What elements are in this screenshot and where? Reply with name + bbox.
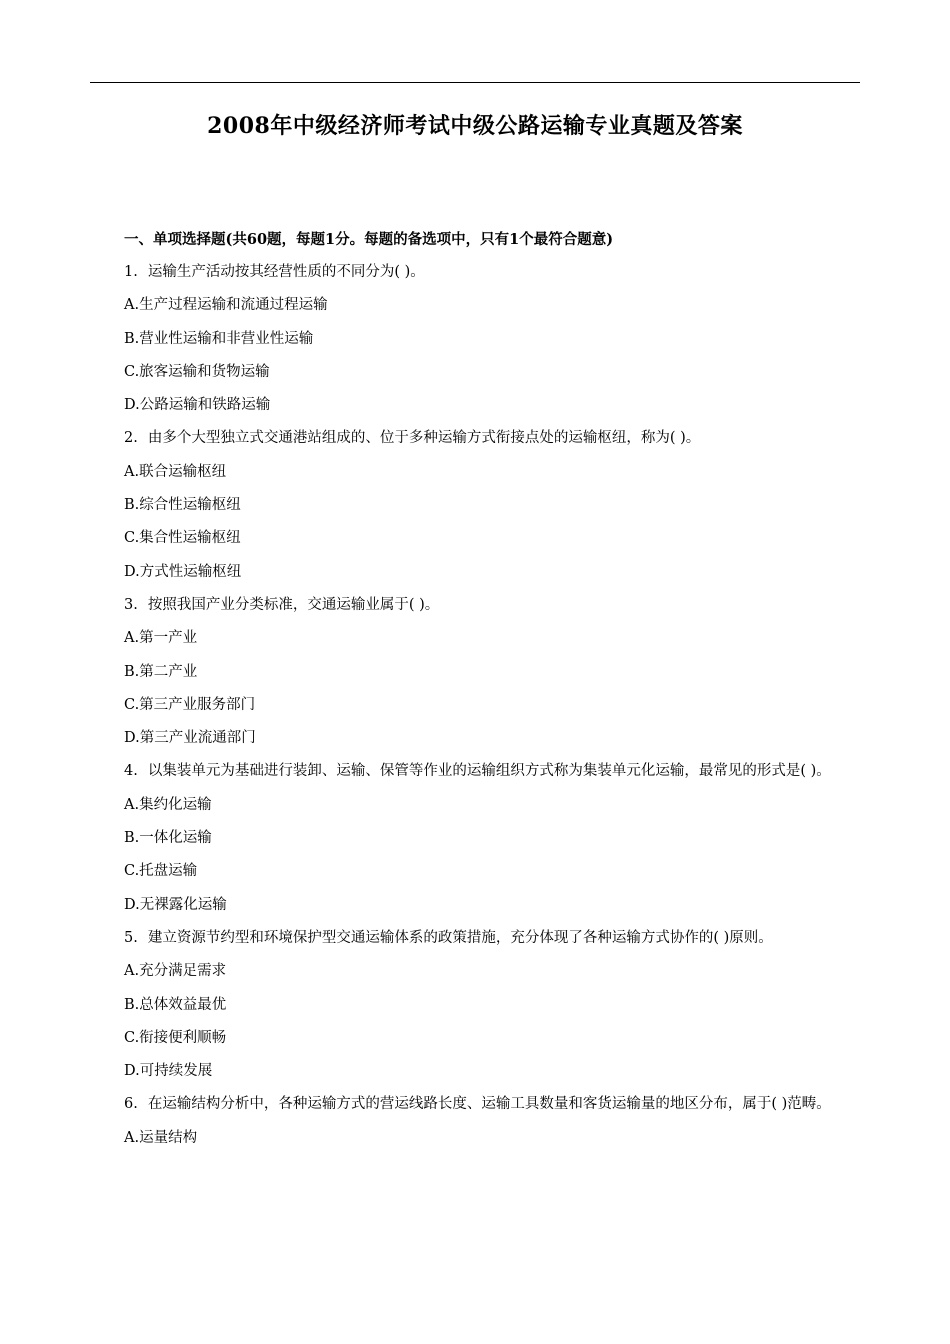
option-b: B.总体效益最优 [124,996,227,1013]
option-d: D.第三产业流通部门 [124,730,256,747]
option-d: D.方式性运输枢纽 [124,563,242,580]
question-number: 6. [124,1096,138,1113]
option-d: D.无裸露化运输 [124,896,227,913]
question-text: 由多个大型独立式交通港站组成的、位于多种运输方式衔接点处的运输枢纽，称为( )。 [147,430,701,447]
option-a: A.运量结构 [124,1129,198,1146]
option-a: A.充分满足需求 [124,963,227,980]
option-c: C.集合性运输枢纽 [124,530,241,547]
question-number: 5. [124,929,138,946]
option-c: C.托盘运输 [124,863,198,880]
option-c: C.旅客运输和货物运输 [124,363,270,380]
question-stem [92,422,870,455]
question-number: 4. [124,763,138,780]
option-a: A.集约化运输 [124,796,212,813]
document-body [92,223,870,1155]
document-title: 2008年中级经济师考试中级公路运输专业真题及答案 [207,113,743,139]
option-c: C.衔接便利顺畅 [124,1029,227,1046]
question-5 [92,922,870,1088]
question-text: 建立资源节约型和环境保护型交通运输体系的政策措施，充分体现了各种运输方式协作的( )原则。 [147,929,773,946]
question-1 [92,256,870,422]
question-3 [92,589,870,755]
question-2 [92,422,870,588]
option-b: B.营业性运输和非营业性运输 [124,330,314,347]
question-6 [92,1088,870,1155]
question-text: 在运输结构分析中，各种运输方式的营运线路长度、运输工具数量和客货运输量的地区分布，属于( )范畴。 [147,1096,831,1113]
option-a: A.生产过程运输和流通过程运输 [124,297,328,314]
question-stem [92,922,870,955]
question-stem [92,589,870,622]
question-text: 以集装单元为基础进行装卸、运输、保管等作业的运输组织方式称为集装单元化运输，最常见的形式是( )。 [147,763,831,780]
question-text: 按照我国产业分类标准，交通运输业属于( )。 [147,596,440,613]
question-stem [92,755,870,788]
option-d: D.公路运输和铁路运输 [124,397,271,414]
question-text: 运输生产活动按其经营性质的不同分为( )。 [147,264,425,280]
header-rule [90,82,860,83]
section-heading: 一、单项选择题(共60题，每题1分。每题的备选项中，只有1个最符合题意) [124,231,614,248]
option-a: A.第一产业 [124,630,198,647]
option-b: B.第二产业 [124,663,198,680]
question-stem [92,1088,870,1121]
option-b: B.一体化运输 [124,830,212,847]
question-number: 2. [124,430,138,447]
option-a: A.联合运输枢纽 [124,463,227,480]
option-d: D.可持续发展 [124,1063,213,1080]
question-4 [92,755,870,921]
option-c: C.第三产业服务部门 [124,696,256,713]
question-stem [92,256,870,289]
question-number: 1. [124,264,138,280]
question-number: 3. [124,596,138,613]
option-b: B.综合性运输枢纽 [124,497,241,514]
